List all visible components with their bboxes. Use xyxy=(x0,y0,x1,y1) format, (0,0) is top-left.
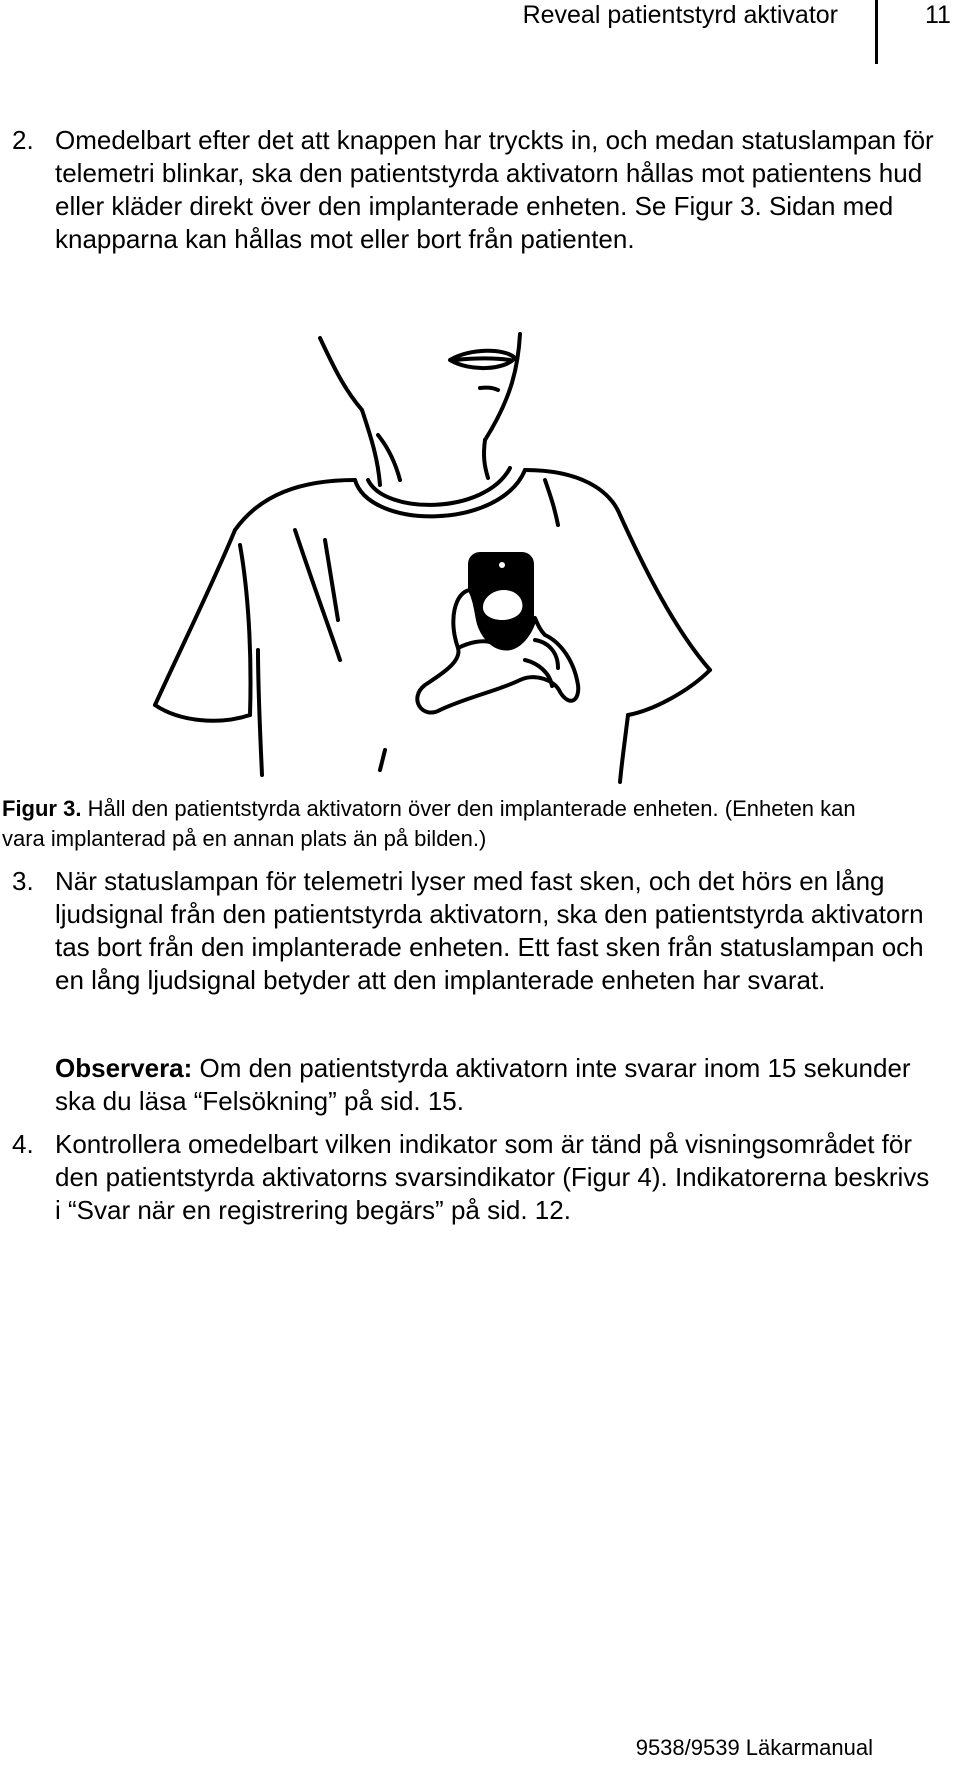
shoulder-left xyxy=(235,480,355,530)
sleeve-left-hem xyxy=(155,705,250,721)
header-title: Reveal patientstyrd aktivator xyxy=(522,1,838,29)
note xyxy=(55,1052,935,1118)
fold-right xyxy=(545,480,558,525)
sleeve-right-hem xyxy=(628,670,710,715)
body-right xyxy=(620,715,628,782)
mouth-line xyxy=(455,359,510,361)
sleeve-right-outer xyxy=(620,515,710,670)
step-text: Omedelbart efter det att knappen har tryckts in, och medan statuslampan för telemetri blinkar, ska den patientstyrda aktivatorn hållas mot patientens hud eller kläder direkt över den implanterade enheten. Se Figur 3. Sidan med knapparna kan hållas mot eller bort från patienten. xyxy=(55,125,934,254)
step-text: Kontrollera omedelbart vilken indikator som är tänd på visningsområdet för den patientstyrda aktivatorns svarsindikator (Figur 4). Indikatorerna beskrivs i “Svar när en registrering begärs” på sid. 12. xyxy=(55,1129,930,1225)
neck-mark xyxy=(378,435,400,480)
neck-left xyxy=(362,410,380,485)
step-text: När statuslampan för telemetri lyser med fast sken, och det hörs en lång ljudsignal från den patientstyrda aktivatorn, ska den patientstyrda aktivatorn tas bort från den implanterade enheten. Ett fast sken från statuslampan och en lång ljudsignal betyder att den implanterade enheten har svarat. xyxy=(55,866,924,995)
page-number: 11 xyxy=(925,1,951,29)
shoulder-right xyxy=(525,470,620,515)
body-left xyxy=(258,650,262,775)
step-number: 4. xyxy=(12,1129,34,1159)
figure-label: Figur 3. xyxy=(2,796,82,821)
activator-led xyxy=(499,562,505,568)
figure-caption xyxy=(2,794,902,854)
step-4 xyxy=(12,1128,935,1227)
patient-illustration xyxy=(140,330,760,785)
neck-right xyxy=(484,440,488,478)
chin-mark xyxy=(480,388,498,390)
note-text: Om den patientstyrda aktivatorn inte svarar inom 15 sekunder ska du läsa “Felsökning” på sid. 15. xyxy=(55,1053,911,1116)
step-3 xyxy=(12,865,935,997)
sleeve-left-inner xyxy=(240,545,251,715)
fold-left-2 xyxy=(325,540,338,620)
face-left-outline xyxy=(320,338,362,410)
header-divider xyxy=(875,0,878,64)
waist-mark xyxy=(380,750,385,770)
step-number: 2. xyxy=(12,125,34,155)
sleeve-left-outer xyxy=(155,530,235,705)
footer-text: 9538/9539 Läkarmanual xyxy=(635,1735,873,1760)
note-label: Observera: xyxy=(55,1053,193,1083)
step-2 xyxy=(12,124,935,256)
figure-caption-text: Håll den patientstyrda aktivatorn över den implanterade enheten. (Enheten kan vara implanterad på en annan plats än på bilden.) xyxy=(2,796,856,851)
step-number: 3. xyxy=(12,866,34,896)
